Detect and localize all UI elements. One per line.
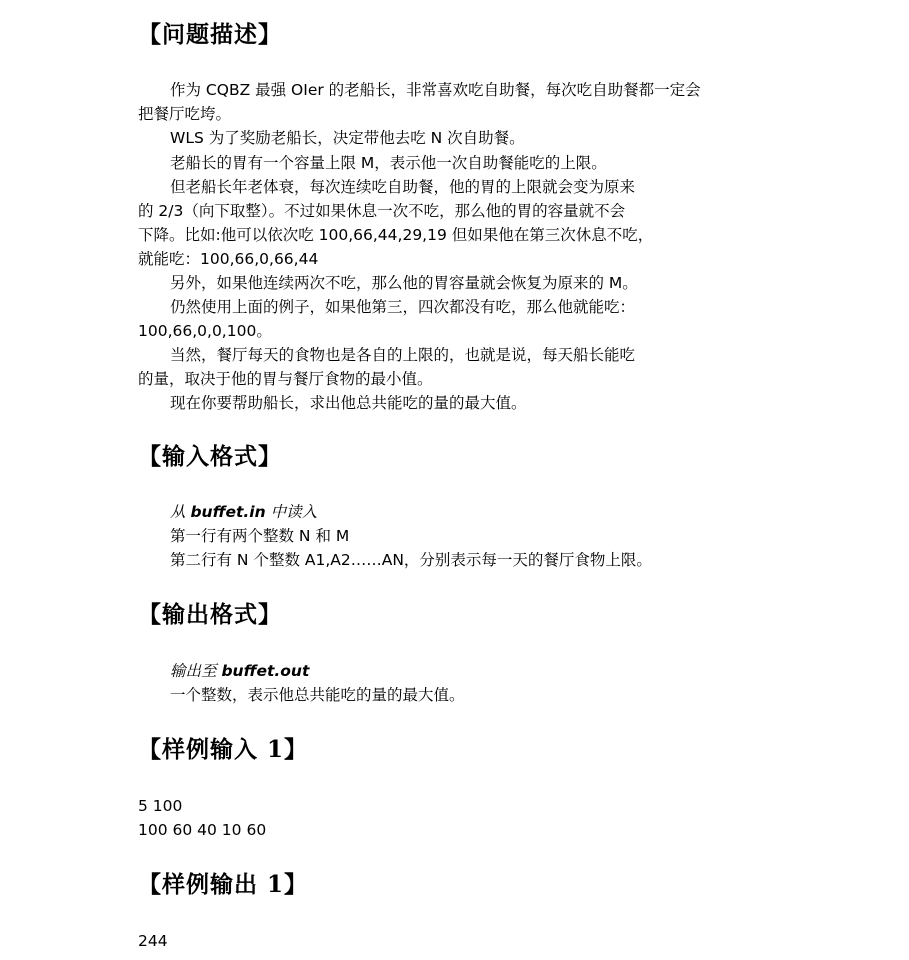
problem-line: 的 2/3（向下取整）。不过如果休息一次不吃，那么他的胃的容量就不会 bbox=[138, 202, 626, 220]
problem-line: 下降。比如:他可以依次吃 100,66,44,29,19 但如果他在第三次休息不吃， bbox=[138, 226, 654, 244]
problem-line: 把餐厅吃垮。 bbox=[138, 105, 232, 123]
problem-line: 就能吃：100,66,0,66,44 bbox=[138, 250, 319, 268]
problem-line: 的量，取决于他的胃与餐厅食物的最小值。 bbox=[138, 370, 433, 388]
sample-output-heading: 【样例输出 1】 bbox=[138, 871, 309, 898]
problem-line: WLS 为了奖励老船长，决定带他去吃 N 次自助餐。 bbox=[170, 129, 525, 147]
problem-description-heading: 【问题描述】 bbox=[138, 21, 282, 48]
output-format-heading: 【输出格式】 bbox=[138, 601, 282, 628]
input-format-heading: 【输入格式】 bbox=[138, 443, 282, 470]
problem-line: 但老船长年老体衰，每次连续吃自助餐，他的胃的上限就会变为原来 bbox=[170, 178, 636, 196]
problem-line: 仍然使用上面的例子，如果他第三，四次都没有吃，那么他就能吃： bbox=[170, 298, 636, 316]
input-format-line: 第一行有两个整数 N 和 M bbox=[170, 527, 350, 545]
input-read-prefix: 从 bbox=[170, 503, 191, 521]
problem-line: 当然，餐厅每天的食物也是各自的上限的，也就是说，每天船长能吃 bbox=[170, 346, 636, 364]
problem-line: 另外，如果他连续两次不吃，那么他的胃容量就会恢复为原来的 M。 bbox=[170, 274, 638, 292]
input-source-line bbox=[170, 500, 317, 524]
sample-input-heading: 【样例输入 1】 bbox=[138, 736, 309, 763]
sample-input-line: 100 60 40 10 60 bbox=[138, 821, 267, 839]
input-file-name: buffet.in bbox=[190, 503, 266, 521]
input-format-line: 第二行有 N 个整数 A1,A2……AN，分别表示每一天的餐厅食物上限。 bbox=[170, 551, 652, 569]
problem-line: 现在你要帮助船长，求出他总共能吃的量的最大值。 bbox=[170, 394, 527, 412]
output-format-line: 一个整数，表示他总共能吃的量的最大值。 bbox=[170, 686, 465, 704]
problem-line: 100,66,0,0,100。 bbox=[138, 322, 272, 340]
input-read-suffix: 中读入 bbox=[265, 503, 318, 521]
problem-line: 老船长的胃有一个容量上限 M，表示他一次自助餐能吃的上限。 bbox=[170, 154, 607, 172]
output-target-line bbox=[170, 659, 309, 683]
output-write-prefix: 输出至 bbox=[170, 662, 222, 680]
output-file-name: buffet.out bbox=[221, 662, 310, 680]
problem-line: 作为 CQBZ 最强 OIer 的老船长，非常喜欢吃自助餐，每次吃自助餐都一定会 bbox=[170, 81, 701, 99]
sample-input-line: 5 100 bbox=[138, 797, 183, 815]
sample-output-line: 244 bbox=[138, 932, 168, 950]
